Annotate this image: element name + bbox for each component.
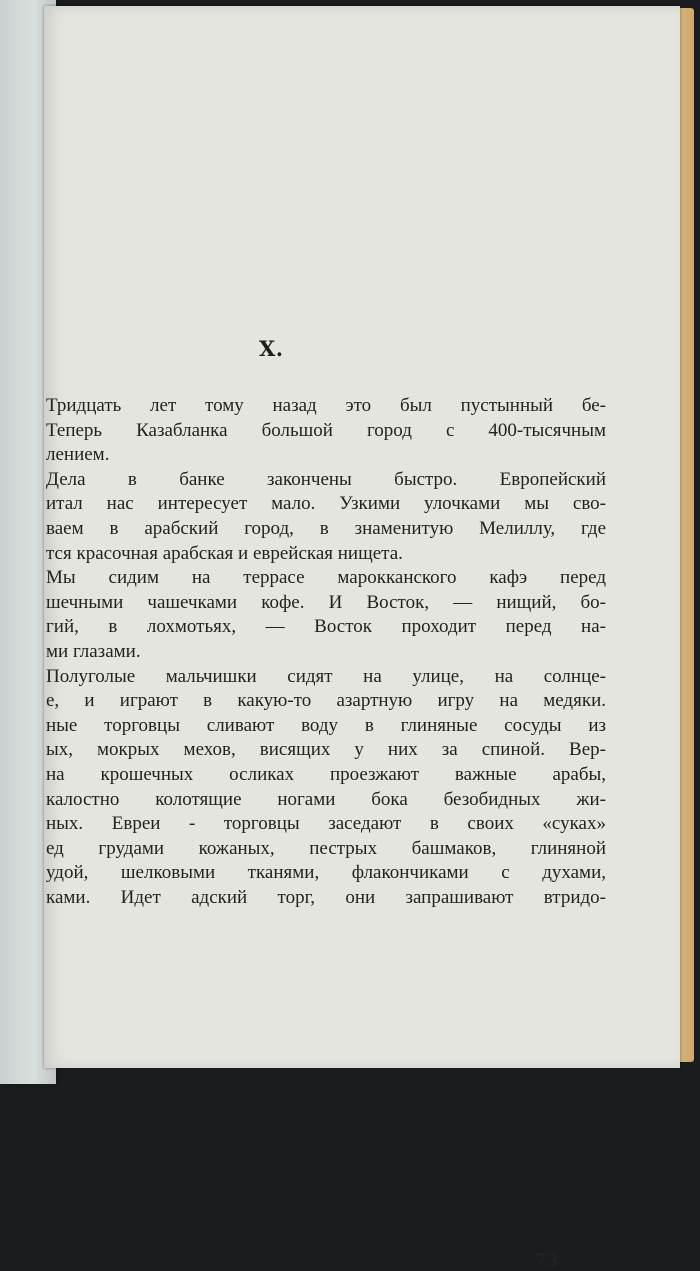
text-line: лением.	[46, 444, 110, 466]
text-line: ные торговцы сливают воду в глиняные сосуды из	[46, 714, 606, 736]
text-line: е, и играют в какую-то азартную игру на медяки.	[46, 690, 606, 712]
text-line: удой, шелковыми тканями, флакончиками с духами,	[46, 862, 606, 884]
text-line: ед грудами кожаных, пестрых башмаков, глиняной	[46, 837, 606, 859]
text-line: Мы сидим на террасе марокканского кафэ перед	[46, 567, 606, 589]
page-number: 73	[534, 1250, 560, 1271]
text-line: ых, мокрых мехов, висящих у них за спиной. Вер-	[46, 739, 606, 761]
text-line: Тридцать лет тому назад это был пустынный бе-	[46, 395, 606, 416]
text-line: Полуголые мальчишки сидят на улице, на солнце-	[46, 665, 606, 687]
text-line: на крошечных осликах проезжают важные арабы,	[46, 763, 606, 785]
body-text	[46, 394, 606, 910]
text-line: тся красочная арабская и еврейская нищета.	[46, 542, 403, 564]
text-line: ных. Евреи - торговцы заседают в своих «суках»	[46, 813, 606, 835]
chapter-heading: X.	[259, 336, 284, 361]
text-line: Теперь Казабланка большой город с 400-тысячным	[46, 419, 606, 441]
text-line: шечными чашечками кофе. И Восток, — нищий, бо-	[46, 591, 606, 613]
text-line: калостно колотящие ногами бока безобидных жи-	[46, 788, 606, 810]
text-line: Дела в банке закончены быстро. Европейский	[46, 468, 606, 490]
text-line: гий, в лохмотьях, — Восток проходит перед на-	[46, 616, 606, 638]
text-line: ми глазами.	[46, 640, 141, 662]
text-line: ваем в арабский город, в знаменитую Мелиллу, где	[46, 517, 606, 539]
text-line: ками. Идет адский торг, они запрашивают втридо-	[46, 886, 606, 908]
book-page	[44, 6, 680, 1271]
text-line: итал нас интересует мало. Узкими улочками мы сво-	[46, 493, 606, 515]
